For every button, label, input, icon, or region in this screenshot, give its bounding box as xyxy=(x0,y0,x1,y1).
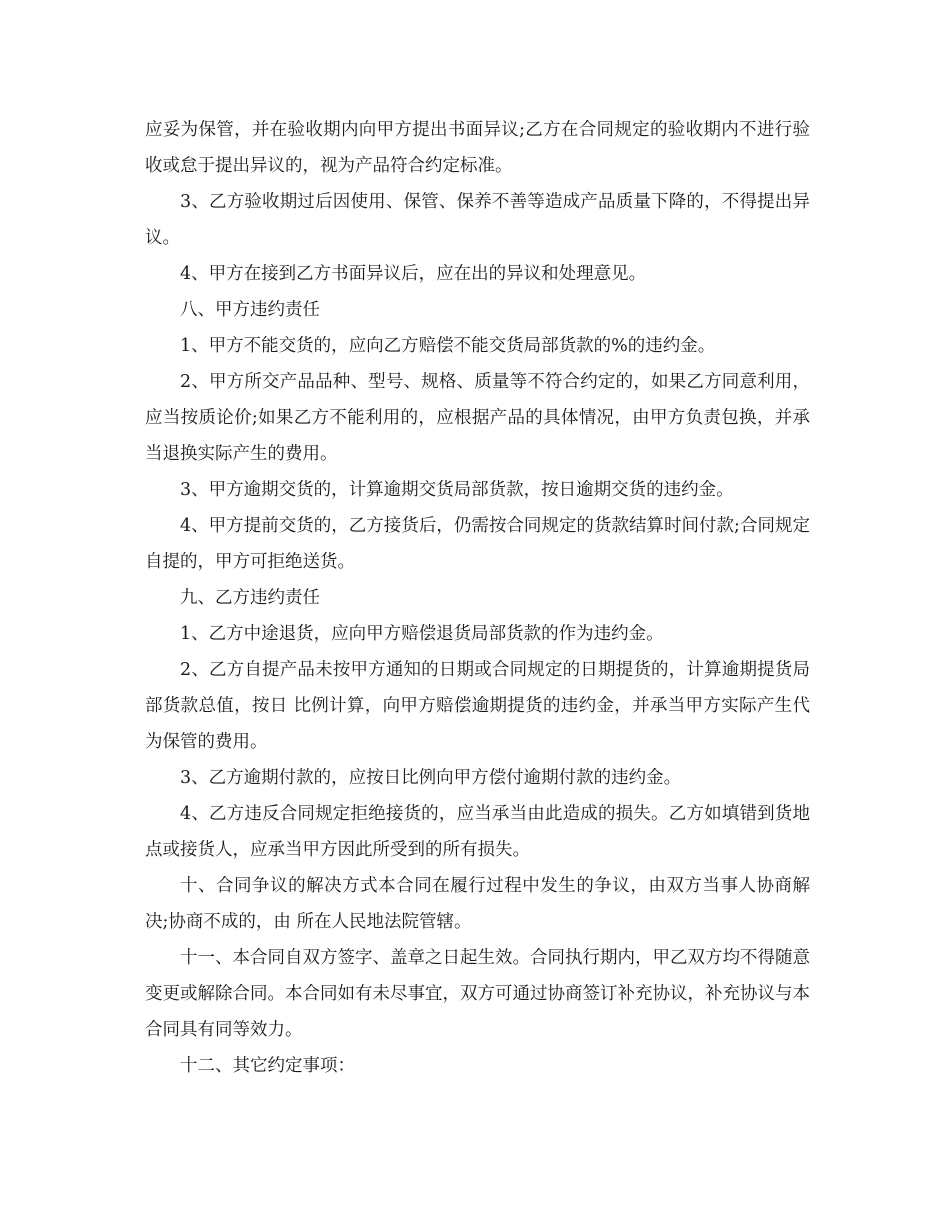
paragraph-clause-12: 十二、其它约定事项： xyxy=(180,1056,355,1076)
paragraph-clause-9-2: 2、乙方自提产品未按甲方通知的日期或合同规定的日期提货的，计算逾期提货局部货款总值，按日 比例计算，向甲方赔偿逾期提货的违约金，并承当甲方实际产生代为保管的费用。 xyxy=(145,660,810,752)
paragraph-clause-8-3: 3、甲方逾期交货的，计算逾期交货局部货款，按日逾期交货的违约金。 xyxy=(180,480,734,500)
paragraph-clause-11: 十一、本合同自双方签字、盖章之日起生效。合同执行期内，甲乙双方均不得随意变更或解除合同。本合同如有未尽事宜，双方可通过协商签订补充协议，补充协议与本合同具有同等效力。 xyxy=(145,948,810,1040)
section-heading-8: 八、甲方违约责任 xyxy=(180,300,320,320)
paragraph-continuation: 应妥为保管，并在验收期内向甲方提出书面异议;乙方在合同规定的验收期内不进行验收或怠于提出异议的，视为产品符合约定标准。 xyxy=(145,120,810,176)
paragraph-clause-8-1: 1、甲方不能交货的，应向乙方赔偿不能交货局部货款的%的违约金。 xyxy=(180,336,716,356)
paragraph-clause-8-4: 4、甲方提前交货的，乙方接货后，仍需按合同规定的货款结算时间付款;合同规定自提的，甲方可拒绝送货。 xyxy=(145,516,810,572)
paragraph-clause-8-2: 2、甲方所交产品品种、型号、规格、质量等不符合约定的，如果乙方同意利用，应当按质论价;如果乙方不能利用的，应根据产品的具体情况，由甲方负责包换，并承当退换实际产生的费用。 xyxy=(145,372,810,464)
paragraph-clause-7-4: 4、甲方在接到乙方书面异议后，应在出的异议和处理意见。 xyxy=(180,264,647,284)
paragraph-clause-10: 十、合同争议的解决方式本合同在履行过程中发生的争议，由双方当事人协商解决;协商不成的，由 所在人民地法院管辖。 xyxy=(145,876,810,932)
paragraph-clause-9-1: 1、乙方中途退货，应向甲方赔偿退货局部货款的作为违约金。 xyxy=(180,624,664,644)
paragraph-clause-7-3: 3、乙方验收期过后因使用、保管、保养不善等造成产品质量下降的，不得提出异议。 xyxy=(145,192,810,248)
section-heading-9: 九、乙方违约责任 xyxy=(180,588,320,608)
paragraph-clause-9-3: 3、乙方逾期付款的，应按日比例向甲方偿付逾期付款的违约金。 xyxy=(180,768,682,788)
paragraph-clause-9-4: 4、乙方违反合同规定拒绝接货的，应当承当由此造成的损失。乙方如填错到货地点或接货人，应承当甲方因此所受到的所有损失。 xyxy=(145,804,810,860)
document-body xyxy=(145,112,810,1084)
